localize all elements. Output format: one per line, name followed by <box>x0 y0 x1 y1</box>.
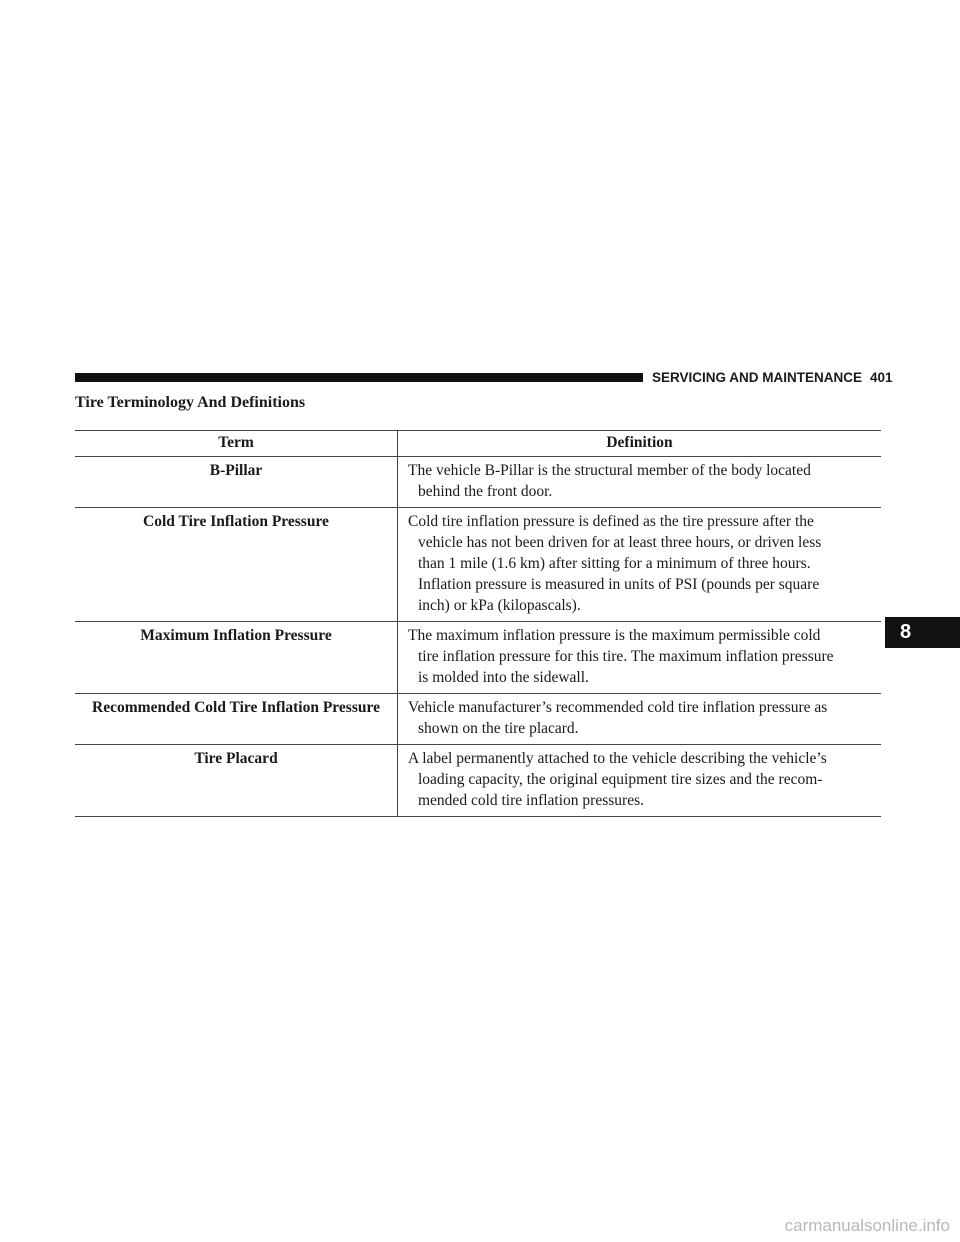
page-number: 401 <box>870 370 893 385</box>
column-header-term: Term <box>75 431 398 457</box>
definition-line: tire inflation pressure for this tire. The maximum inflation pressure <box>418 648 834 665</box>
term-cell: Cold Tire Inflation Pressure <box>75 508 398 622</box>
definition-cell <box>398 508 882 622</box>
definition-line: shown on the tire placard. <box>418 720 579 737</box>
table-row <box>75 745 881 817</box>
definition-line: Inflation pressure is measured in units of PSI (pounds per square <box>418 576 820 593</box>
table-row <box>75 508 881 622</box>
definition-line: Vehicle manufacturer’s recommended cold tire inflation pressure as <box>408 699 828 716</box>
term-cell: Maximum Inflation Pressure <box>75 622 398 694</box>
definition-line: is molded into the sidewall. <box>418 669 589 686</box>
section-title: Tire Terminology And Definitions <box>75 394 306 411</box>
terminology-table <box>75 430 881 817</box>
term-cell: B-Pillar <box>75 457 398 508</box>
watermark: carmanualsonline.info <box>784 1216 950 1235</box>
table-row <box>75 622 881 694</box>
definition-line: loading capacity, the original equipment tire sizes and the recom- <box>418 771 823 788</box>
definition-text <box>408 748 875 811</box>
definition-cell <box>398 457 882 508</box>
column-header-definition: Definition <box>398 431 882 457</box>
term-cell: Recommended Cold Tire Inflation Pressure <box>75 694 398 745</box>
section-name: SERVICING AND MAINTENANCE <box>652 370 863 385</box>
table-row <box>75 457 881 508</box>
table-header-row <box>75 431 881 457</box>
definition-line: behind the front door. <box>418 483 553 500</box>
table-body <box>75 457 881 817</box>
definition-text <box>408 625 875 688</box>
definition-line: A label permanently attached to the vehicle describing the vehicle’s <box>408 750 827 767</box>
definition-line: The maximum inflation pressure is the maximum permissible cold <box>408 627 821 644</box>
header-rule <box>75 373 643 382</box>
definition-cell <box>398 622 882 694</box>
definition-text <box>408 511 875 616</box>
definition-line: Cold tire inflation pressure is defined as the tire pressure after the <box>408 513 814 530</box>
chapter-tab: 8 <box>885 617 960 648</box>
definition-text <box>408 460 875 502</box>
definition-cell <box>398 745 882 817</box>
running-header <box>652 368 893 388</box>
definition-line: vehicle has not been driven for at least three hours, or driven less <box>418 534 822 551</box>
definition-line: than 1 mile (1.6 km) after sitting for a minimum of three hours. <box>418 555 811 572</box>
table-row <box>75 694 881 745</box>
definition-text <box>408 697 875 739</box>
definition-line: mended cold tire inflation pressures. <box>418 792 644 809</box>
definition-line: The vehicle B-Pillar is the structural member of the body located <box>408 462 811 479</box>
definition-line: inch) or kPa (kilopascals). <box>418 597 581 614</box>
definition-cell <box>398 694 882 745</box>
term-cell: Tire Placard <box>75 745 398 817</box>
